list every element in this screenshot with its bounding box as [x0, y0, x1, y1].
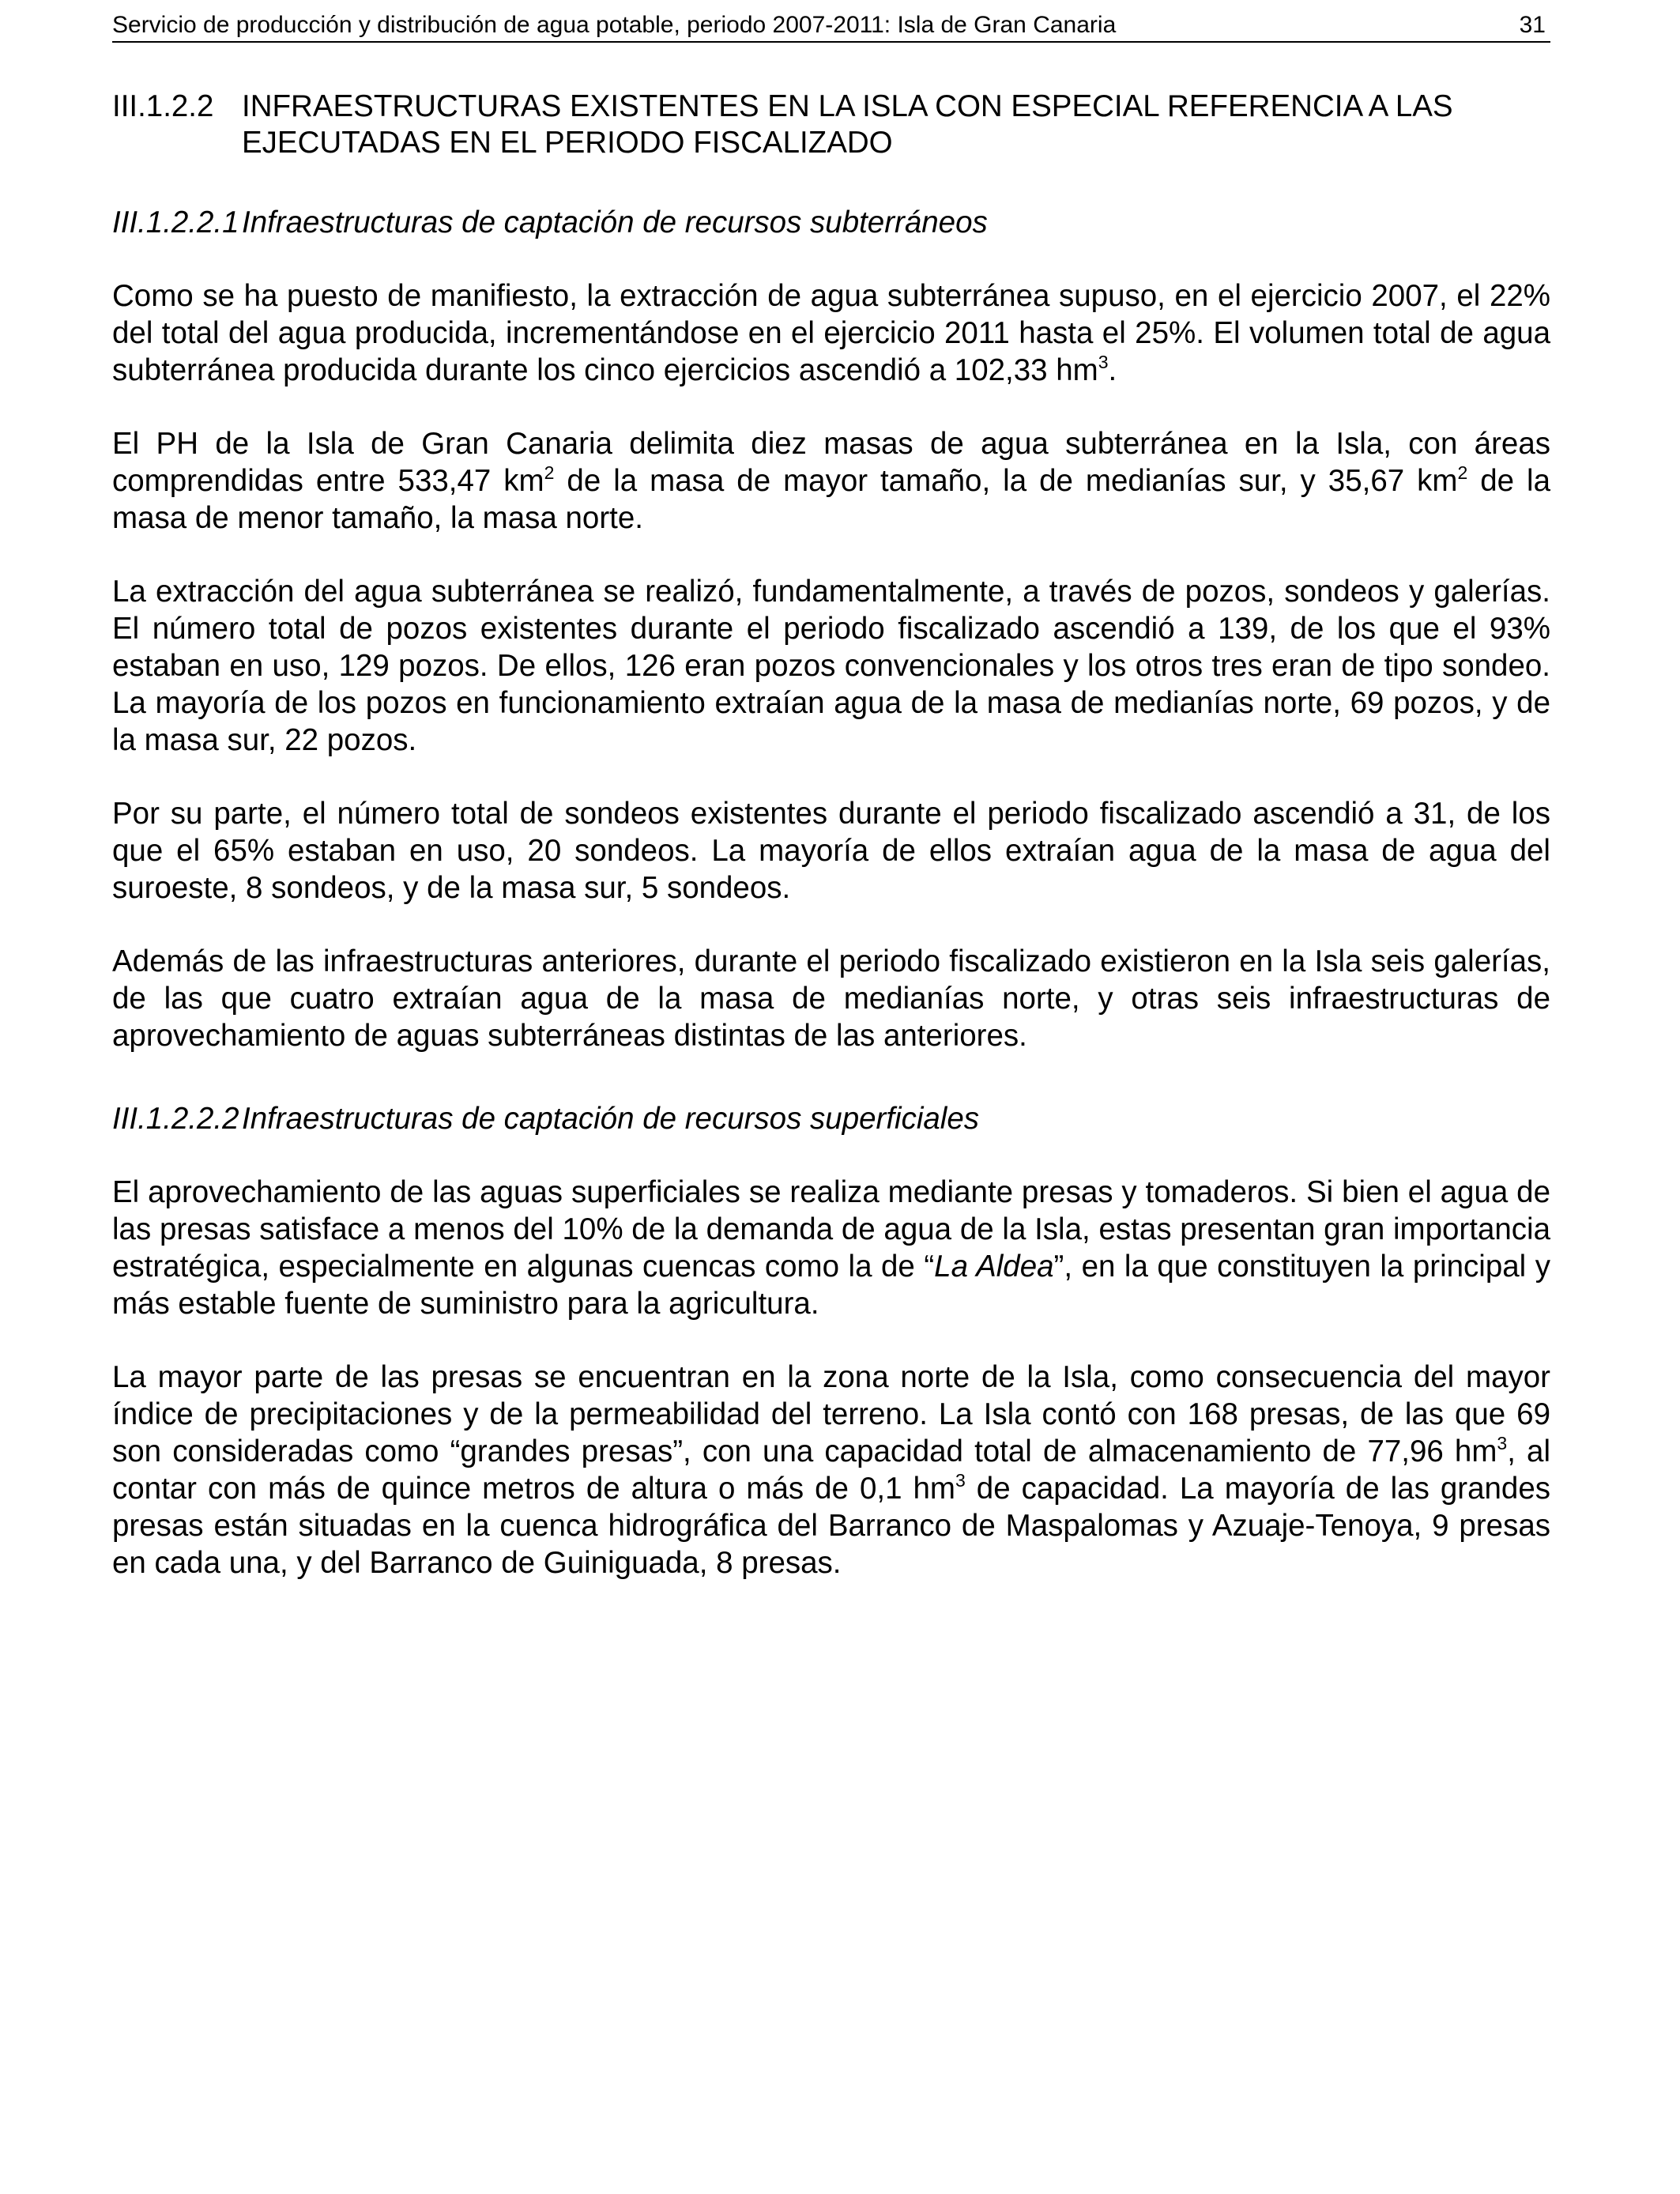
subsection-title-1: Infraestructuras de captación de recursos subterráneos [242, 205, 988, 239]
paragraph: Como se ha puesto de manifiesto, la extracción de agua subterránea supuso, en el ejercicio 2007, el 22% del total del agua producida, incrementándose en el ejercicio 2011 hasta el 25%. El volumen total de agua subterránea producida durante los cinco ejercicios ascendió a 102,33 $hm^3$. [112, 279, 1550, 387]
section-heading [112, 89, 1550, 161]
section-number: III.1.2.2 [112, 89, 214, 123]
subsection-number-1: III.1.2.2.1 [112, 205, 239, 239]
subsection-title-2: Infraestructuras de captación de recursos superficiales [242, 1102, 980, 1136]
paragraph: El aprovechamiento de las aguas superficiales se realiza mediante presas y tomaderos. Si bien el agua de las presas satisface a menos del 10% de la demanda de agua de la Isla, estas presentan gran importancia estratégica, especialmente en algunas cuencas como la de “La Aldea”, en la que constituyen la principal y más estable fuente de suministro para la agricultura. [112, 1175, 1550, 1321]
subsection-number-2: III.1.2.2.2 [112, 1102, 239, 1136]
paragraph: Por su parte, el número total de sondeos existentes durante el periodo fiscalizado ascendió a 31, de los que el 65% estaban en uso, 20 sondeos. La mayoría de ellos extraían agua de la masa de agua del suroeste, 8 sondeos, y de la masa sur, 5 sondeos. [112, 797, 1550, 905]
subsection-heading-2 [112, 1100, 1550, 1137]
paragraph: El PH de la Isla de Gran Canaria delimita diez masas de agua subterránea en la Isla, con áreas comprendidas entre 533,47 $km^2$ de la masa de mayor tamaño, la de medianías sur, y 35,67 $km^2$ de la masa de menor tamaño, la masa norte. [112, 427, 1551, 535]
header-title: Servicio de producción y distribución de agua potable, periodo 2007-2011: Isla de Gran Canaria [112, 12, 1117, 38]
page-number: 31 [1519, 12, 1546, 38]
paragraph: Además de las infraestructuras anteriores, durante el periodo fiscalizado existieron en la Isla seis galerías, de las que cuatro extraían agua de la masa de medianías norte, y otras seis infraestructuras de aprovechamiento de aguas subterráneas distintas de las anteriores. [112, 944, 1550, 1053]
section-title: INFRAESTRUCTURAS EXISTENTES EN LA ISLA CON ESPECIAL REFERENCIA A LAS EJECUTADAS EN EL PERIODO FISCALIZADO [242, 89, 1453, 160]
document-body [112, 89, 1550, 1581]
paragraph: La mayor parte de las presas se encuentran en la zona norte de la Isla, como consecuencia del mayor índice de precipitaciones y de la permeabilidad del terreno. La Isla contó con 168 presas, de las que 69 son consideradas como “grandes presas”, con una capacidad total de almacenamiento de 77,96 $hm^3$, al contar con más de quince metros de altura o más de 0,1 $hm^3$ de capacidad. La mayoría de las grandes presas están situadas en la cuenca hidrográfica del Barranco de Maspalomas y Azuaje-Tenoya, 9 presas en cada una, y del Barranco de Guiniguada, 8 presas. [112, 1360, 1551, 1580]
paragraph: La extracción del agua subterránea se realizó, fundamentalmente, a través de pozos, sondeos y galerías. El número total de pozos existentes durante el periodo fiscalizado ascendió a 139, de los que el 93% estaban en uso, 129 pozos. De ellos, 126 eran pozos convencionales y los otros tres eran de tipo sondeo. La mayoría de los pozos en funcionamiento extraían agua de la masa de medianías norte, 69 pozos, y de la masa sur, 22 pozos. [112, 575, 1550, 757]
subsection-heading-1 [112, 204, 1550, 241]
running-header [112, 6, 1550, 43]
